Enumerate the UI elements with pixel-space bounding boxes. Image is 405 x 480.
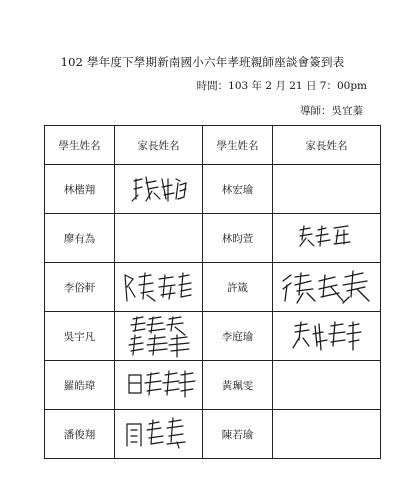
parent-signature — [273, 263, 381, 312]
student-name: 許箴 — [203, 263, 273, 312]
header-parent-name: 家長姓名 — [115, 126, 203, 165]
header-parent-name: 家長姓名 — [273, 126, 381, 165]
handwritten-signature-icon — [287, 316, 367, 356]
student-name: 林宏瑜 — [203, 165, 273, 214]
table-row — [45, 214, 381, 263]
student-name: 廖有為 — [45, 214, 115, 263]
attendance-table — [44, 125, 381, 459]
parent-signature — [273, 312, 381, 361]
student-name: 李庭瑜 — [203, 312, 273, 361]
student-name: 羅皓瑋 — [45, 361, 115, 410]
table-row — [45, 361, 381, 410]
handwritten-signature-icon — [119, 367, 199, 403]
parent-signature-empty — [115, 214, 203, 263]
parent-signature-empty — [273, 361, 381, 410]
handwritten-signature-icon — [292, 220, 362, 256]
parent-signature — [115, 410, 203, 459]
handwritten-signature-icon — [124, 169, 194, 209]
table-row — [45, 263, 381, 312]
parent-signature — [115, 263, 203, 312]
parent-signature — [115, 312, 203, 361]
parent-signature — [273, 214, 381, 263]
table-row — [45, 410, 381, 459]
student-name: 林昀萱 — [203, 214, 273, 263]
parent-signature — [115, 165, 203, 214]
student-name: 林楷翔 — [45, 165, 115, 214]
document-title: 102 學年度下學期新南國小六年孝班親師座談會簽到表 — [60, 55, 345, 69]
student-name: 陳若瑜 — [203, 410, 273, 459]
table-row — [45, 165, 381, 214]
meeting-time: 時間：103 年 2 月 21 日 7：00pm — [196, 80, 367, 92]
header-student-name: 學生姓名 — [45, 126, 115, 165]
handwritten-signature-icon — [119, 313, 199, 359]
parent-signature-empty — [273, 165, 381, 214]
parent-signature-empty — [273, 410, 381, 459]
homeroom-teacher: 導師：吳宜蓁 — [300, 105, 363, 117]
student-name: 潘俊翔 — [45, 410, 115, 459]
handwritten-signature-icon — [277, 267, 377, 307]
table-row — [45, 312, 381, 361]
handwritten-signature-icon — [119, 267, 199, 307]
parent-signature — [115, 361, 203, 410]
header-student-name: 學生姓名 — [203, 126, 273, 165]
handwritten-signature-icon — [119, 416, 199, 452]
table-header-row — [45, 126, 381, 165]
student-name: 李俗軒 — [45, 263, 115, 312]
student-name: 吳宇凡 — [45, 312, 115, 361]
student-name: 黃珮雯 — [203, 361, 273, 410]
